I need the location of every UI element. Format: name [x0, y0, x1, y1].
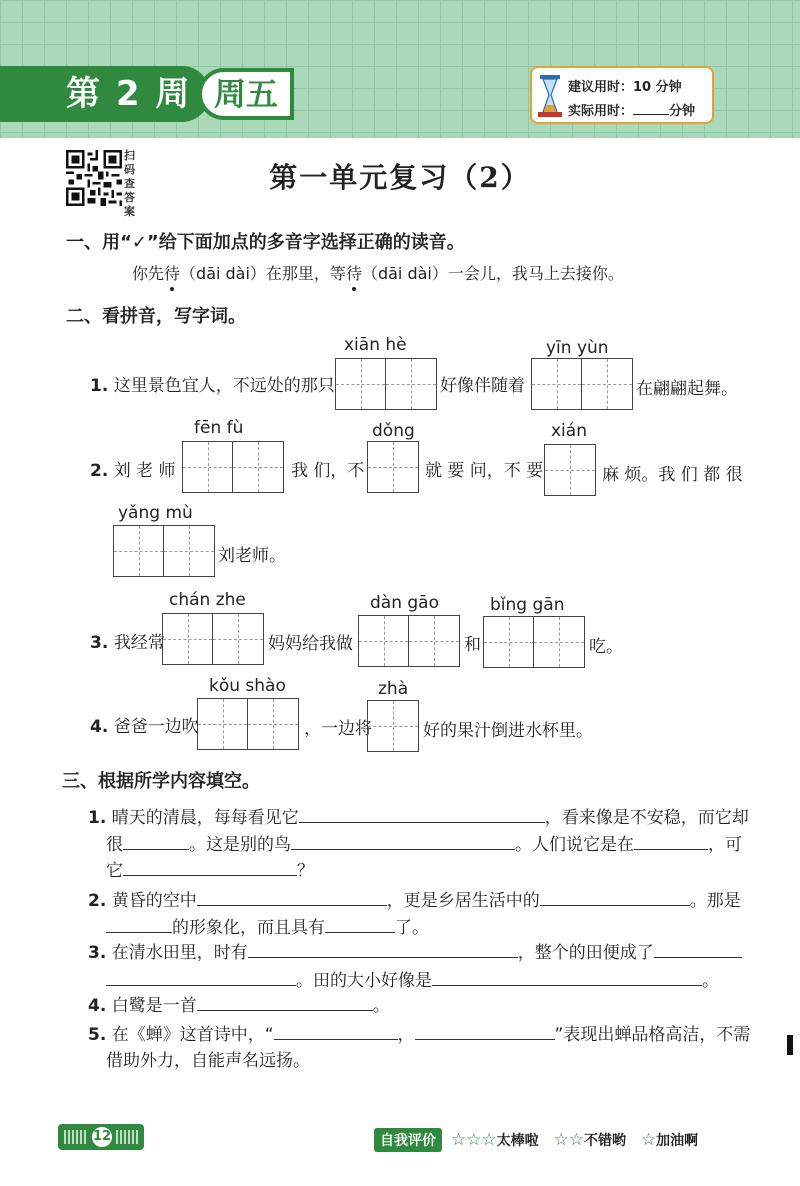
answer-blank[interactable]: [106, 915, 172, 933]
pinyin: zhà: [378, 679, 409, 699]
reading-choice-1[interactable]: （dāi dài）在那里，等: [180, 264, 346, 283]
answer-blank[interactable]: [123, 858, 297, 876]
answer-blank[interactable]: [274, 1022, 398, 1040]
reading-choice-2[interactable]: （dāi dài）一会儿，我马上去接你。: [361, 264, 624, 283]
hourglass-icon: [538, 74, 562, 118]
suggested-time: 建议用时：10 分钟: [568, 80, 682, 95]
actual-time: 实际用时： 分钟: [568, 104, 696, 119]
question-3-3: 3. 在清水田里，时有 ，整个的田便成了: [88, 938, 742, 963]
answer-blank[interactable]: [248, 940, 518, 958]
dotted-char: 待: [345, 264, 362, 283]
answer-blank[interactable]: [197, 888, 387, 906]
question-2-2: 2. 刘 老 师: [90, 461, 176, 481]
pinyin: bǐng gān: [490, 595, 565, 615]
pinyin: yīn yùn: [546, 338, 609, 358]
side-tab-marker: [787, 1035, 793, 1055]
page-number: 12: [90, 1125, 114, 1149]
question-text: 和: [464, 635, 481, 655]
pinyin: chán zhe: [169, 590, 246, 610]
answer-blank[interactable]: [634, 832, 708, 850]
question-3-1-line3: 它 ？: [106, 856, 314, 881]
pinyin: fēn fù: [194, 418, 244, 438]
star-icon: ☆: [481, 1130, 497, 1150]
question-3-2-line2: 的形象化，而且具有 了。: [106, 913, 429, 938]
star-icon: ☆: [640, 1130, 657, 1150]
time-box: [530, 66, 714, 124]
answer-blank[interactable]: [299, 805, 545, 823]
answer-blank[interactable]: [106, 968, 296, 986]
question-text: 在翩翩起舞。: [636, 379, 738, 399]
question-text: 麻 烦。我 们 都 很: [602, 465, 743, 485]
question-text: 好的果汁倒进水杯里。: [423, 721, 593, 741]
pinyin: xián: [551, 421, 587, 441]
answer-blank[interactable]: [654, 940, 742, 958]
writing-grid[interactable]: [358, 615, 460, 667]
question-3-2: 2. 黄昏的空中 ，更是乡居生活中的 。那是: [88, 886, 741, 911]
answer-blank[interactable]: [415, 1022, 555, 1040]
pinyin: dàn gāo: [370, 593, 439, 613]
self-eval-label: 自我评价: [374, 1128, 442, 1152]
page-title: 第一单元复习（2）: [269, 161, 531, 194]
writing-grid[interactable]: [531, 358, 633, 410]
question-3-5-line2: 借助外力，自能声名远扬。: [106, 1051, 310, 1071]
question-3-3-line2: 。田的大小好像是 。: [106, 966, 719, 991]
writing-grid[interactable]: [544, 444, 596, 496]
question-text: 吃。: [589, 637, 623, 657]
answer-blank[interactable]: [325, 915, 395, 933]
writing-grid[interactable]: [335, 358, 437, 410]
self-evaluation: [374, 1128, 708, 1152]
section1-sentence: 你先待（dāi dài）在那里，等待（dāi dài）一会儿，我马上去接你。: [132, 264, 624, 283]
question-text: 刘老师。: [218, 546, 286, 566]
star-icon: ☆: [450, 1130, 467, 1150]
writing-grid[interactable]: [367, 700, 419, 752]
question-3-5: 5. 在《蝉》这首诗中，“ ， ”表现出蝉品格高洁，不需: [88, 1020, 750, 1045]
question-2-1: 1. 这里景色宜人，不远处的那只: [90, 376, 335, 396]
pinyin: kǒu shào: [209, 676, 286, 696]
star-icon: ☆: [553, 1130, 569, 1150]
pinyin: dǒng: [372, 421, 415, 441]
section1-heading: 一、用“✓”给下面加点的多音字选择正确的读音。: [66, 232, 465, 253]
writing-grid[interactable]: [182, 441, 284, 493]
rating-option-2[interactable]: ☆☆不错哟: [553, 1130, 626, 1150]
rating-option-1[interactable]: ☆☆☆太棒啦: [450, 1130, 539, 1150]
question-3-1: 1. 晴天的清晨，每每看见它 ，看来像是不安稳，而它却: [88, 803, 749, 828]
dotted-char: 待: [164, 264, 181, 283]
header-banner: [0, 0, 800, 138]
section3-heading: 三、根据所学内容填空。: [62, 771, 260, 792]
question-2-4: 4. 爸爸一边吹: [90, 717, 199, 737]
question-text: 妈妈给我做: [268, 634, 353, 654]
week-badge: 第 2 周: [0, 66, 210, 122]
answer-blank[interactable]: [540, 888, 690, 906]
writing-grid[interactable]: [367, 441, 419, 493]
day-badge: 周五: [198, 68, 294, 120]
writing-grid[interactable]: [113, 525, 215, 577]
question-3-1-line2: 很 。这是别的鸟 。人们说它是在 ，可: [106, 830, 742, 855]
section2-heading: 二、看拼音，写字词。: [66, 306, 246, 327]
rating-option-3[interactable]: ☆加油啊: [640, 1130, 699, 1150]
question-2-3: 3. 我经常: [90, 633, 165, 653]
answer-blank[interactable]: [432, 968, 702, 986]
question-3-4: 4. 白鹭是一首 。: [88, 991, 390, 1016]
star-icon: ☆: [568, 1130, 584, 1150]
writing-grid[interactable]: [483, 616, 585, 668]
question-text: ，一边将: [304, 719, 372, 739]
answer-blank[interactable]: [123, 832, 189, 850]
pinyin: xiān hè: [344, 335, 407, 355]
pinyin: yǎng mù: [118, 503, 193, 523]
question-text: 就 要 问，不 要: [425, 461, 544, 481]
writing-grid[interactable]: [162, 613, 264, 665]
answer-blank[interactable]: [197, 993, 373, 1011]
qr-label: 扫码查答案: [124, 149, 135, 218]
question-text: 我 们，不: [291, 461, 365, 481]
actual-time-blank[interactable]: [633, 103, 669, 115]
star-icon: ☆: [466, 1130, 482, 1150]
answer-blank[interactable]: [291, 832, 515, 850]
question-text: 好像伴随着: [440, 376, 525, 396]
page-number-badge: [58, 1124, 144, 1150]
writing-grid[interactable]: [197, 698, 299, 750]
